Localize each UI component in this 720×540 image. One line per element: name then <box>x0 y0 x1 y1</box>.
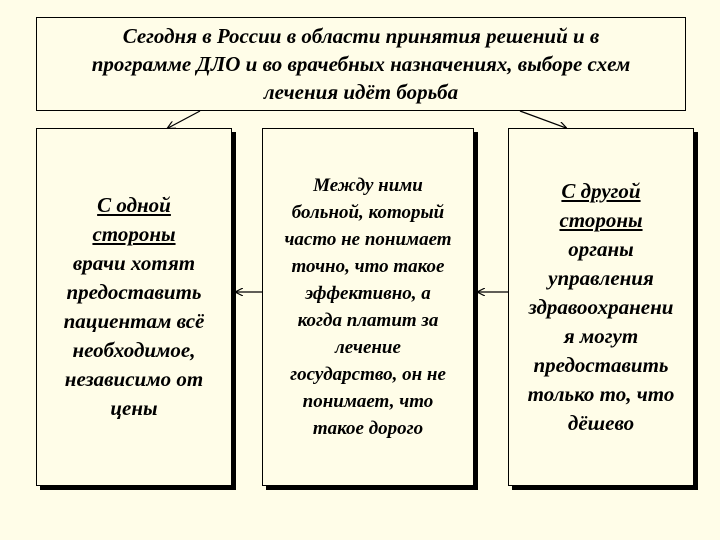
middle-text-line: государство, он не <box>290 364 446 385</box>
arrow-title-to-right <box>520 111 566 128</box>
left-text-line: врачи хотят <box>72 251 196 275</box>
middle-text-line: точно, что такое <box>291 256 445 277</box>
right-text-line: органы <box>568 236 634 261</box>
middle-text-line: эффективно, а <box>305 283 431 304</box>
middle-text-line: Между ними <box>313 175 423 196</box>
middle-text-line: часто не понимает <box>284 229 452 250</box>
right-side-box <box>508 128 694 486</box>
title-line: программе ДЛО и во врачебных назначениях, выборе схем <box>91 52 631 76</box>
middle-text-line: больной, который <box>291 202 445 223</box>
left-text-line: независимо от <box>64 367 204 391</box>
left-heading-line: стороны <box>92 222 176 246</box>
left-side-box <box>36 128 232 486</box>
left-heading-line: С одной <box>97 193 171 217</box>
middle-text-line: когда платит за <box>297 310 439 331</box>
title-line: лечения идёт борьба <box>263 80 459 104</box>
right-text-line: дёшево <box>567 410 635 435</box>
middle-box <box>262 128 474 486</box>
title-line: Сегодня в России в области принятия решений и в <box>122 24 600 48</box>
right-text-line: здравоохранени <box>528 294 674 319</box>
middle-text-line: лечение <box>335 337 401 358</box>
middle-text-line: такое дорого <box>312 418 424 439</box>
left-text-line: предоставить <box>66 280 202 304</box>
arrow-title-to-left <box>168 111 200 128</box>
right-text-line: я могут <box>563 323 639 348</box>
right-text-line: только то, что <box>527 381 675 406</box>
left-text-line: цены <box>110 396 158 420</box>
right-heading-line: С другой <box>561 178 641 203</box>
left-text-line: необходимое, <box>72 338 196 362</box>
right-text-line: предоставить <box>533 352 669 377</box>
middle-text-line: понимает, что <box>302 391 434 412</box>
right-heading-line: стороны <box>559 207 643 232</box>
title-box <box>36 17 686 111</box>
right-text-line: управления <box>548 265 654 290</box>
left-text-line: пациентам всё <box>63 309 205 333</box>
